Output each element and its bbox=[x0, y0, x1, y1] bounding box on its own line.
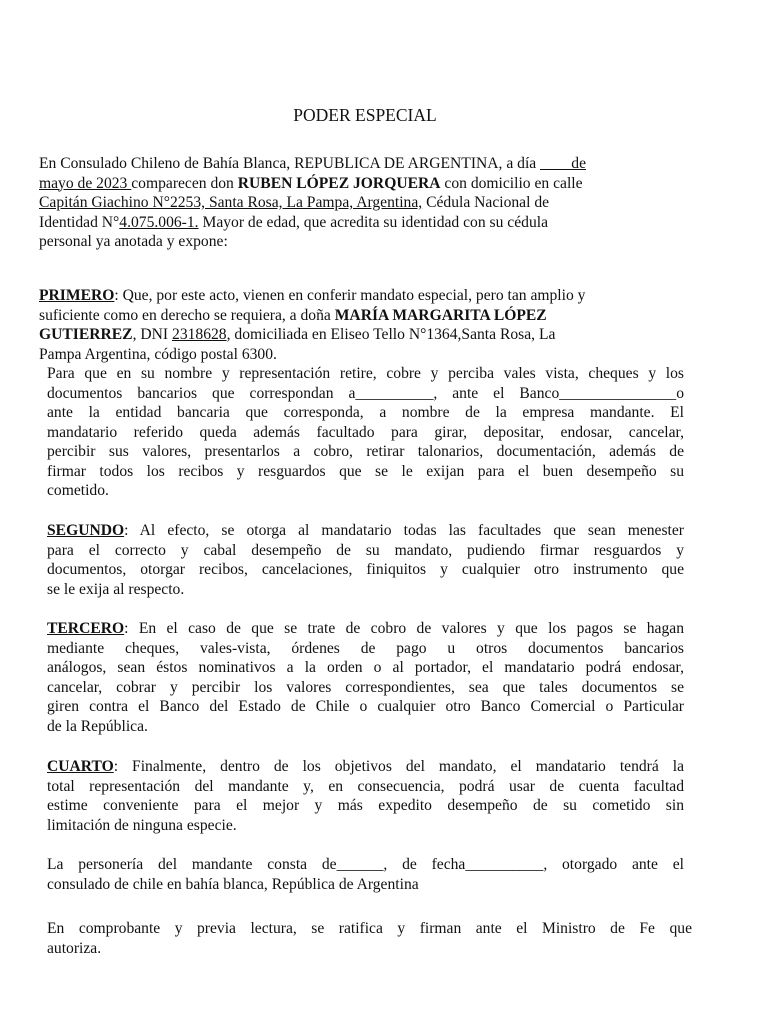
paragraph-line: cometido. bbox=[47, 482, 109, 499]
comma: , bbox=[132, 326, 137, 343]
intro-text: Cédula Nacional de bbox=[422, 194, 550, 211]
intro-text: comparecen don bbox=[131, 174, 238, 192]
clause-line: Pampa Argentina, código postal 6300. bbox=[39, 345, 277, 363]
clause-text: DNI bbox=[136, 326, 173, 343]
agent-name: MARÍA MARGARITA LÓPEZ bbox=[334, 306, 547, 324]
agent-dni: 2318628 bbox=[172, 326, 227, 343]
clause-cuarto bbox=[47, 757, 684, 835]
grantor-id: 4.075.006-1. bbox=[119, 213, 199, 231]
clause-heading: PRIMERO bbox=[39, 287, 115, 304]
clause-tercero bbox=[47, 619, 684, 736]
document-title: PODER ESPECIAL bbox=[293, 105, 437, 125]
clause-line: análogos, sean éstos nominativos a la orden o al portador, el mandatario podrá endosar, bbox=[47, 659, 684, 676]
clause-line: total representación del mandante y, en consecuencia, podrá usar de cuenta facultad bbox=[47, 777, 684, 795]
date-text: mayo de 2023 bbox=[39, 174, 132, 192]
intro-line bbox=[39, 174, 586, 194]
mandate-paragraph bbox=[47, 364, 684, 501]
paragraph-line: firmar todos los recibos y resguardos que se le exijan para el buen desempeño su bbox=[47, 462, 684, 480]
intro-line bbox=[39, 154, 586, 174]
paragraph-line: En comprobante y previa lectura, se ratifica y firman ante el Ministro de Fe que bbox=[47, 920, 692, 937]
clause-text: : Finalmente, dentro de los objetivos del mandato, el mandatario tendrá la bbox=[113, 758, 684, 775]
intro-line: personal ya anotada y expone: bbox=[39, 233, 228, 250]
paragraph-line: mandatario referido queda además facultado para girar, depositar, endosar, cancelar, bbox=[47, 423, 684, 441]
clause-text: suficiente como en derecho se requiera, a doña bbox=[39, 306, 335, 324]
paragraph-line: Para que en su nombre y representación retire, cobre y perciba vales vista, cheques y los bbox=[47, 365, 684, 382]
personeria-paragraph bbox=[47, 855, 684, 894]
intro-text: Mayor de edad, que acredita su identidad con su cédula bbox=[198, 213, 548, 231]
clause-line bbox=[39, 306, 585, 326]
clause-text: : Al efecto, se otorga al mandatario todas las facultades que sean menester bbox=[124, 522, 684, 539]
paragraph-line: percibir sus valores, presentarlos a cobro, retirar talonarios, documentación, además de bbox=[47, 443, 684, 460]
clause-heading: SEGUNDO bbox=[47, 522, 125, 539]
intro-text: con domicilio en calle bbox=[440, 174, 583, 192]
intro-paragraph bbox=[39, 154, 586, 252]
clause-segundo bbox=[47, 521, 684, 599]
clause-heading: TERCERO bbox=[47, 620, 125, 637]
clause-line: documentos, otorgar recibos, cancelaciones, finiquitos y cualquier otro instrumento que bbox=[47, 561, 684, 578]
clause-text: : Que, por este acto, vienen en conferir mandato especial, pero tan amplio y bbox=[114, 287, 586, 304]
intro-text: Identidad N° bbox=[39, 213, 120, 231]
grantor-address: Capitán Giachino N°2253, Santa Rosa, La Pampa, Argentina, bbox=[39, 194, 423, 211]
closing-paragraph bbox=[47, 919, 692, 958]
clause-line bbox=[47, 521, 684, 541]
paragraph-line: ante la entidad bancaria que corresponda, a nombre de la empresa mandante. El bbox=[47, 404, 684, 421]
clause-text: : En el caso de que se trate de cobro de valores y que los pagos se hagan bbox=[124, 620, 684, 637]
clause-line: cancelar, cobrar y percibir los valores correspondientes, sea que tales documentos se bbox=[47, 678, 684, 696]
intro-line bbox=[39, 213, 586, 233]
clause-heading: CUARTO bbox=[47, 758, 114, 775]
intro-line bbox=[39, 193, 586, 213]
paragraph-line: documentos bancarios que correspondan a__________, ante el Banco_______________o bbox=[47, 384, 684, 402]
clause-primero bbox=[39, 286, 585, 364]
agent-surname: GUTIERREZ bbox=[39, 326, 133, 343]
clause-line: mediante cheques, vales-vista, órdenes de pago u otros documentos bancarios bbox=[47, 639, 684, 657]
paragraph-line: La personería del mandante consta de______, de fecha__________, otorgado ante el bbox=[47, 856, 684, 873]
clause-line: limitación de ninguna especie. bbox=[47, 816, 237, 834]
clause-line: estime conveniente para el mejor y más expedito desempeño de su cometido sin bbox=[47, 797, 684, 814]
day-blank: ____de bbox=[540, 155, 587, 172]
clause-line: giren contra el Banco del Estado de Chile o cualquier otro Banco Comercial o Particular bbox=[47, 698, 684, 715]
paragraph-line: autoriza. bbox=[47, 939, 102, 957]
clause-line: de la República. bbox=[47, 717, 148, 735]
clause-line bbox=[39, 286, 585, 306]
clause-line bbox=[39, 325, 585, 345]
clause-line: para el correcto y cabal desempeño de su mandato, pudiendo firmar resguardos y bbox=[47, 541, 684, 559]
clause-text: , domiciliada en Eliseo Tello N°1364,Santa Rosa, La bbox=[226, 326, 556, 343]
intro-text: En Consulado Chileno de Bahía Blanca, REPUBLICA DE ARGENTINA, a día bbox=[39, 155, 541, 172]
paragraph-line: consulado de chile en bahía blanca, República de Argentina bbox=[47, 875, 419, 893]
clause-line: se le exija al respecto. bbox=[47, 580, 185, 598]
clause-line bbox=[47, 757, 684, 777]
grantor-name: RUBEN LÓPEZ JORQUERA bbox=[237, 174, 441, 192]
clause-line bbox=[47, 619, 684, 639]
